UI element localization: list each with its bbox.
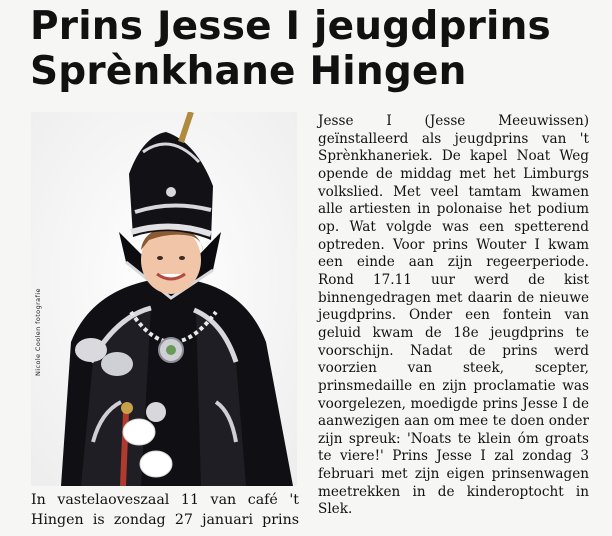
headline-line-1: Prins Jesse I jeugdprins [30, 4, 551, 49]
prince-photo [31, 112, 297, 486]
article-headline [30, 4, 600, 94]
article-body: Jesse I (Jesse Meeuwissen) geïnstalleerd als jeugdprins van 't Sprènkhaneriek. De kapel Noat Weg opende de middag met het Limburgs volkslied. Met veel tamtam kwamen alle artiesten in polonaise het podium op. Wat volgde was een spetterend optreden. Voor prins Wouter I kwam een einde aan zijn regeerperiode. Rond 17.11 uur werd de kist binnengedragen met daarin de nieuwe jeugdprins. Onder een fontein van geluid kwam de 18e jeugdprins te voorschijn. Nadat de prins werd voorzien van steek, scepter, prinsmedaille en zijn proclamatie was voorgelezen, moedigde prins Jesse I de aanwezigen aan om mee te doen onder zijn spreuk: 'Noats te klein óm groats te viere!' Prins Jesse I zal zondag 3 februari met zijn eigen prinsenwagen meetrekken in de kinderoptocht in Slek. [318, 113, 589, 518]
headline-line-2: Sprènkhane Hingen [30, 49, 467, 94]
photo-caption [31, 491, 299, 530]
caption-line: Hingen is zondag 27 januari prins [31, 511, 299, 528]
caption-line: In vastelaoveszaal 11 van café 't [31, 492, 299, 508]
